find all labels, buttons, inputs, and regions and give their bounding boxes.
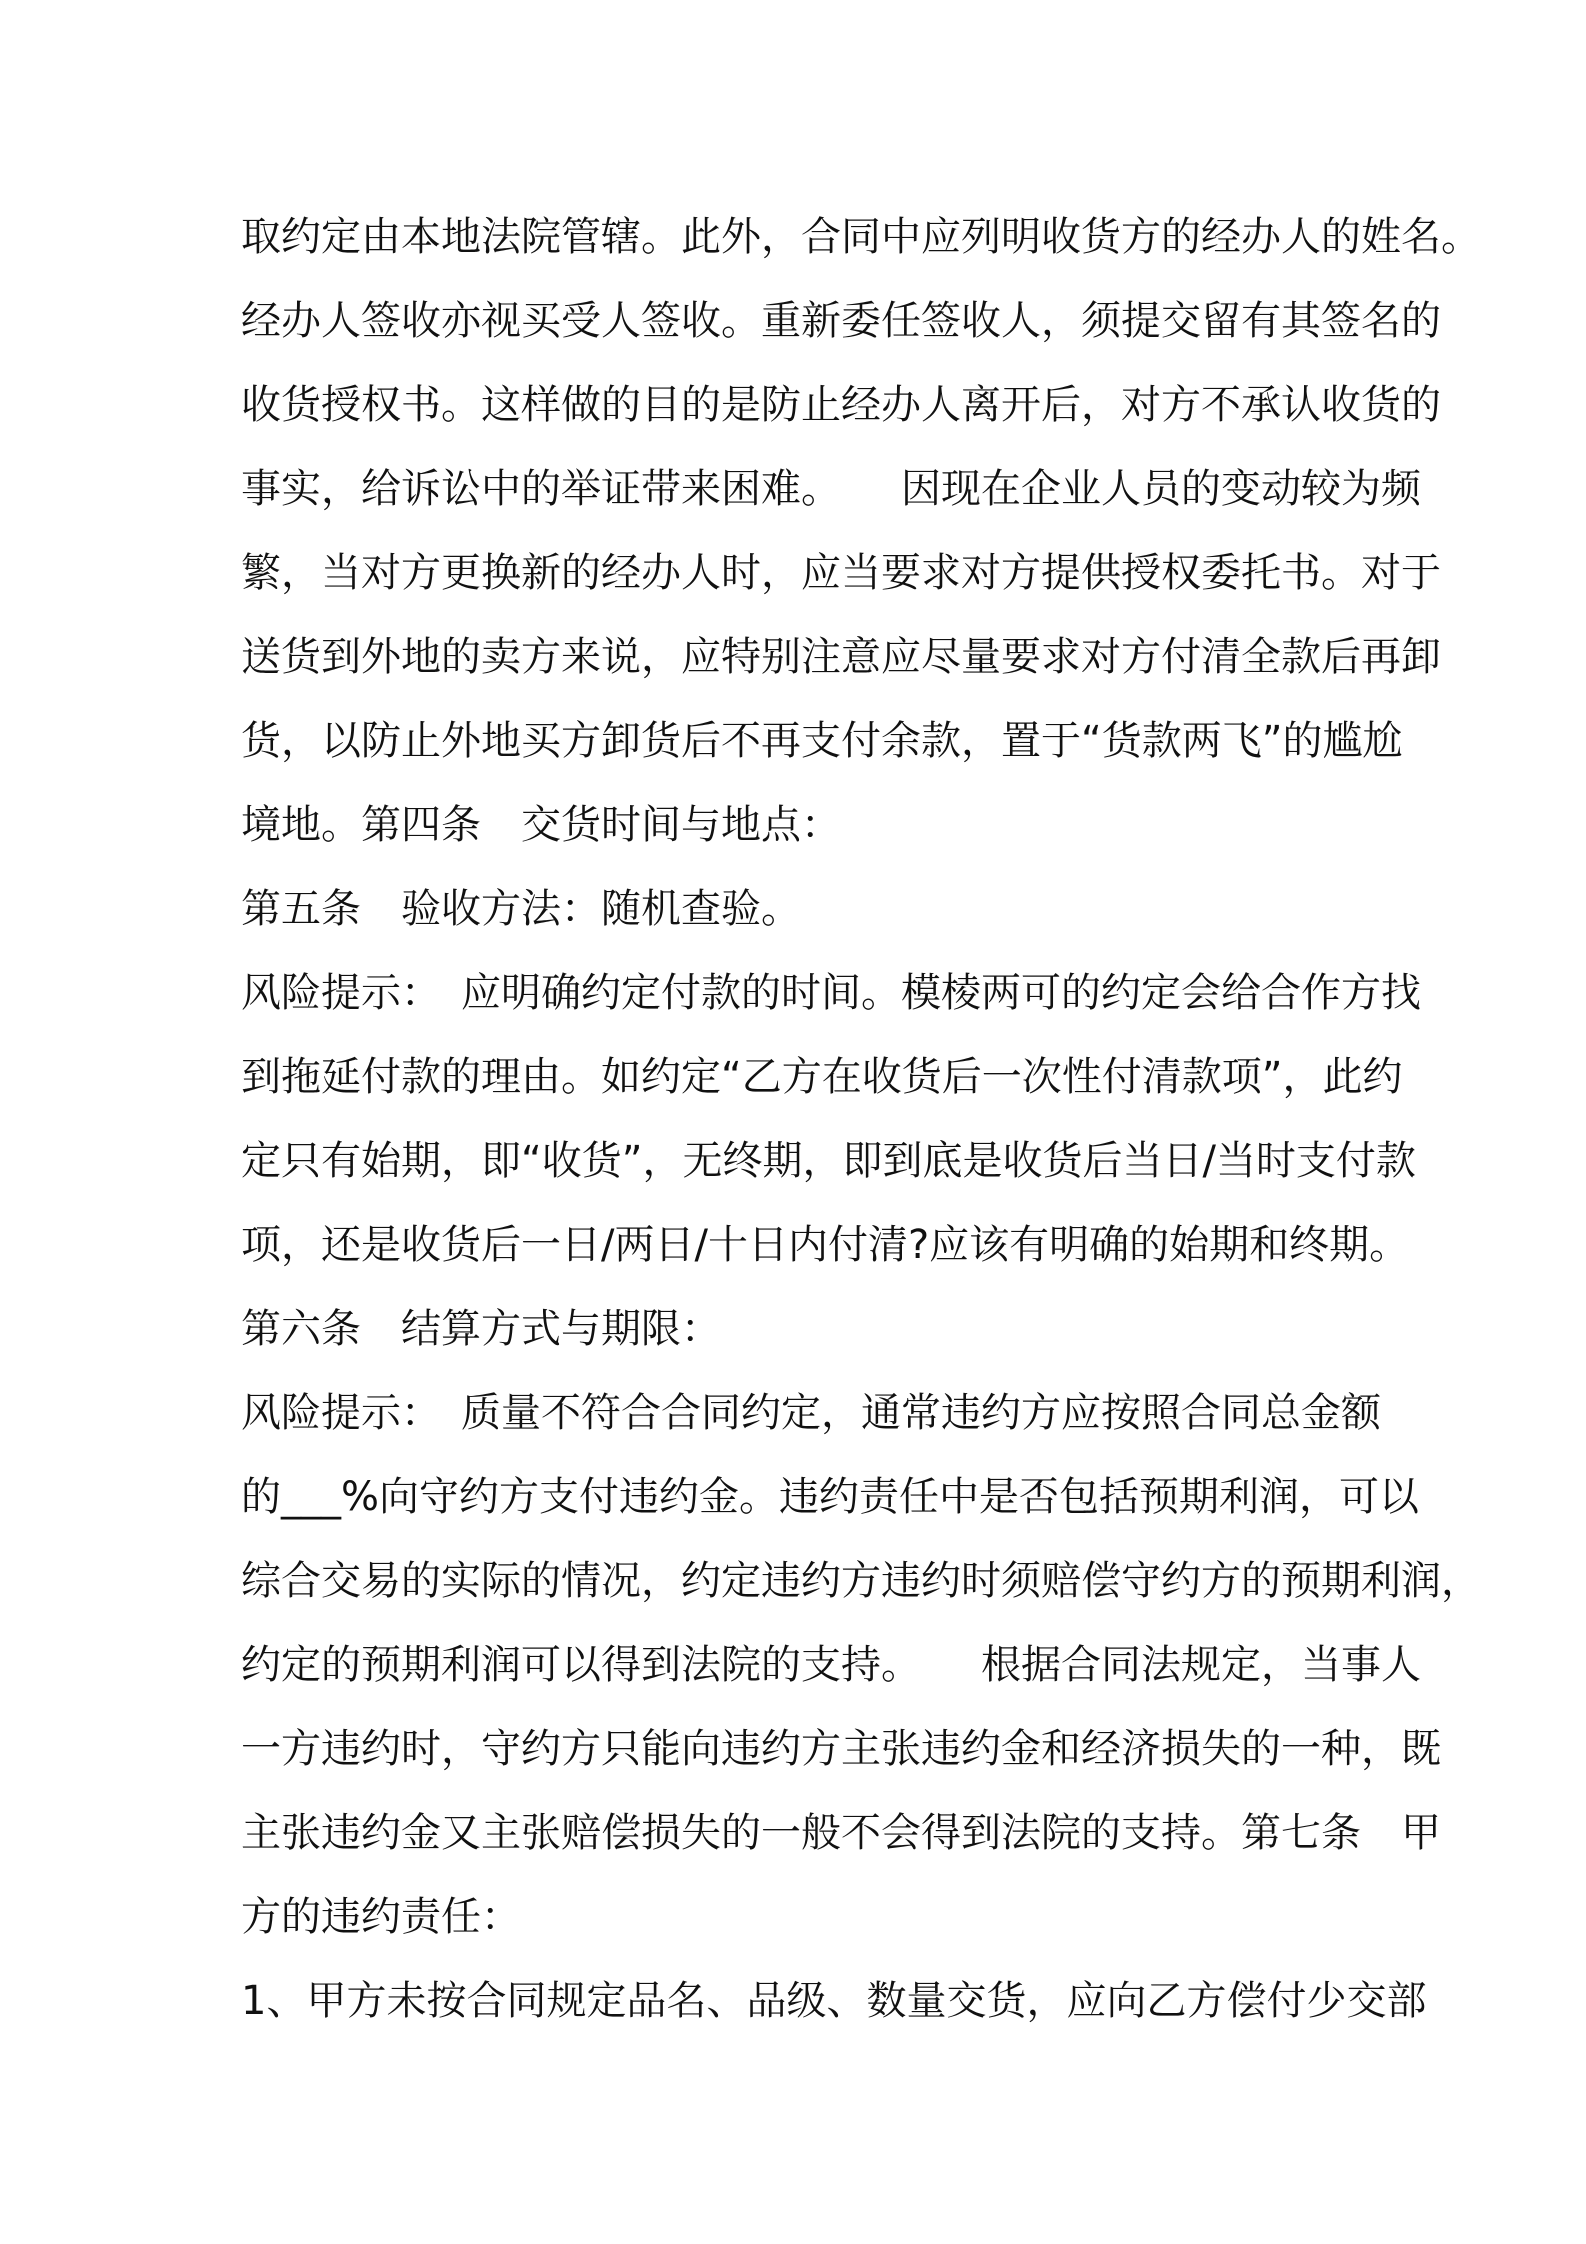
text-line: 的___%向守约方支付违约金。违约责任中是否包括预期利润，可以	[241, 1474, 1420, 1520]
text-line: 一方违约时，守约方只能向违约方主张违约金和经济损失的一种，既	[241, 1726, 1441, 1772]
text-line: 约定的预期利润可以得到法院的支持。 根据合同法规定，当事人	[241, 1642, 1421, 1688]
text-line: 定只有始期，即“收货”，无终期，即到底是收货后当日/当时支付款	[241, 1138, 1416, 1184]
text-line: 风险提示： 质量不符合合同约定，通常违约方应按照合同总金额	[241, 1390, 1381, 1436]
text-line: 收货授权书。这样做的目的是防止经办人离开后，对方不承认收货的	[241, 382, 1441, 428]
text-line: 主张违约金又主张赔偿损失的一般不会得到法院的支持。第七条 甲	[241, 1810, 1441, 1856]
text-line: 货，以防止外地买方卸货后不再支付余款，置于“货款两飞”的尴尬	[241, 718, 1403, 764]
text-line: 风险提示： 应明确约定付款的时间。模棱两可的约定会给合作方找	[241, 970, 1421, 1016]
text-line: 送货到外地的卖方来说，应特别注意应尽量要求对方付清全款后再卸	[241, 634, 1441, 680]
text-line: 经办人签收亦视买受人签收。重新委任签收人，须提交留有其签名的	[241, 298, 1441, 344]
text-line: 境地。第四条 交货时间与地点：	[241, 802, 841, 848]
text-line: 繁，当对方更换新的经办人时，应当要求对方提供授权委托书。对于	[241, 550, 1441, 596]
section-heading-line: 第五条 验收方法：随机查验。	[241, 886, 801, 932]
text-line: 综合交易的实际的情况，约定违约方违约时须赔偿守约方的预期利润，	[241, 1558, 1481, 1604]
text-line: 1、甲方未按合同规定品名、品级、数量交货，应向乙方偿付少交部	[241, 1978, 1427, 2024]
text-line: 方的违约责任：	[241, 1894, 521, 1940]
text-line: 项，还是收货后一日/两日/十日内付清?应该有明确的始期和终期。	[241, 1222, 1410, 1268]
text-line: 到拖延付款的理由。如约定“乙方在收货后一次性付清款项”，此约	[241, 1054, 1403, 1100]
document-body	[241, 195, 1481, 2043]
section-heading-line: 第六条 结算方式与期限：	[241, 1306, 721, 1352]
text-line: 取约定由本地法院管辖。此外，合同中应列明收货方的经办人的姓名。	[241, 214, 1481, 260]
text-line: 事实，给诉讼中的举证带来困难。 因现在企业人员的变动较为频	[241, 466, 1421, 512]
